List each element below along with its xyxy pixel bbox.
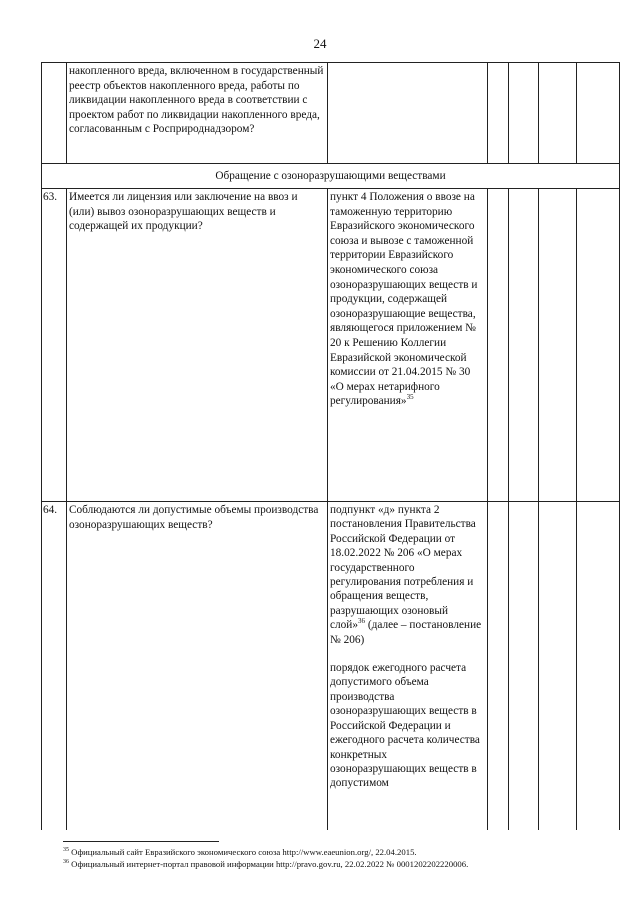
row-number: 63. — [42, 189, 67, 502]
footnote-text: Официальный сайт Евразийского экономического союза http://www.eaeunion.org/, 22.04.2015. — [69, 847, 417, 857]
page-number: 24 — [313, 36, 327, 51]
note-cell — [577, 189, 620, 502]
answer-cell — [509, 502, 539, 831]
footnote — [63, 858, 623, 870]
basis-text: подпункт «д» пункта 2 постановления Правительства Российской Федерации от 18.02.2022 № 206 «О мерах государственного регулирования потребления и обращения веществ, разрушающих озоновый слой» — [330, 504, 476, 632]
footnote-ref: 35 — [406, 393, 414, 402]
basis-cell — [328, 502, 488, 831]
footnote-divider — [63, 841, 219, 842]
footnote-marker: 36 — [63, 859, 69, 866]
answer-cell — [509, 189, 539, 502]
footnote-text: Официальный интернет-портал правовой информации http://pravo.gov.ru, 22.02.2022 № 0001202202220006. — [69, 859, 469, 869]
basis-text-tail: (далее – постановление № 206) — [330, 619, 482, 646]
row-number: 64. — [42, 502, 67, 831]
answer-cell — [488, 189, 509, 502]
answer-cell — [509, 63, 539, 164]
footnotes — [63, 846, 623, 870]
number-cell — [42, 63, 67, 164]
question-text: накопленного вреда, включенном в государственный реестр объектов накопленного вреда, работы по ликвидации накопленного вреда в соответствии с проектом работ по ликвидации накопленного вреда, согласованным с Росприроднадзором? — [69, 65, 324, 136]
basis-text: пункт 4 Положения о ввозе на таможенную территорию Евразийского экономического союза и вывозе с таможенной территории Евразийского экономического союза озоноразрушающих веществ и продукции, содержащей озоноразрушающие вещества, являющегося приложением № 20 к Решению Коллегии Евразийской экономической комиссии от 21.04.2015 № 30 «О мерах нетарифного регулирования» — [330, 191, 478, 408]
checklist-table — [41, 62, 620, 830]
answer-cell — [539, 63, 577, 164]
basis-cell — [328, 63, 488, 164]
footnote-marker: 35 — [63, 847, 69, 854]
question-cell — [67, 189, 328, 502]
section-row — [42, 164, 620, 189]
question-cell — [67, 502, 328, 831]
table-row-64 — [42, 502, 620, 831]
table-row-63 — [42, 189, 620, 502]
note-cell — [577, 502, 620, 831]
basis-cell — [328, 189, 488, 502]
answer-cell — [488, 502, 509, 831]
footnote-ref: 36 — [358, 617, 365, 626]
footnote — [63, 846, 623, 858]
section-title: Обращение с озоноразрушающими веществами — [42, 164, 620, 189]
note-cell — [577, 63, 620, 164]
question-cell — [67, 63, 328, 164]
question-text: Имеется ли лицензия или заключение на ввоз и (или) вывоз озоноразрушающих веществ и содержащей их продукции? — [69, 191, 298, 233]
basis-text-second: порядок ежегодного расчета допустимого объема производства озоноразрушающих веществ в Российской Федерации и ежегодного расчета количества конкретных озоноразрушающих веществ в допустимом — [330, 662, 480, 790]
question-text: Соблюдаются ли допустимые объемы производства озоноразрушающих веществ? — [69, 504, 319, 531]
table-row-continuation — [42, 63, 620, 164]
answer-cell — [539, 502, 577, 831]
answer-cell — [539, 189, 577, 502]
answer-cell — [488, 63, 509, 164]
